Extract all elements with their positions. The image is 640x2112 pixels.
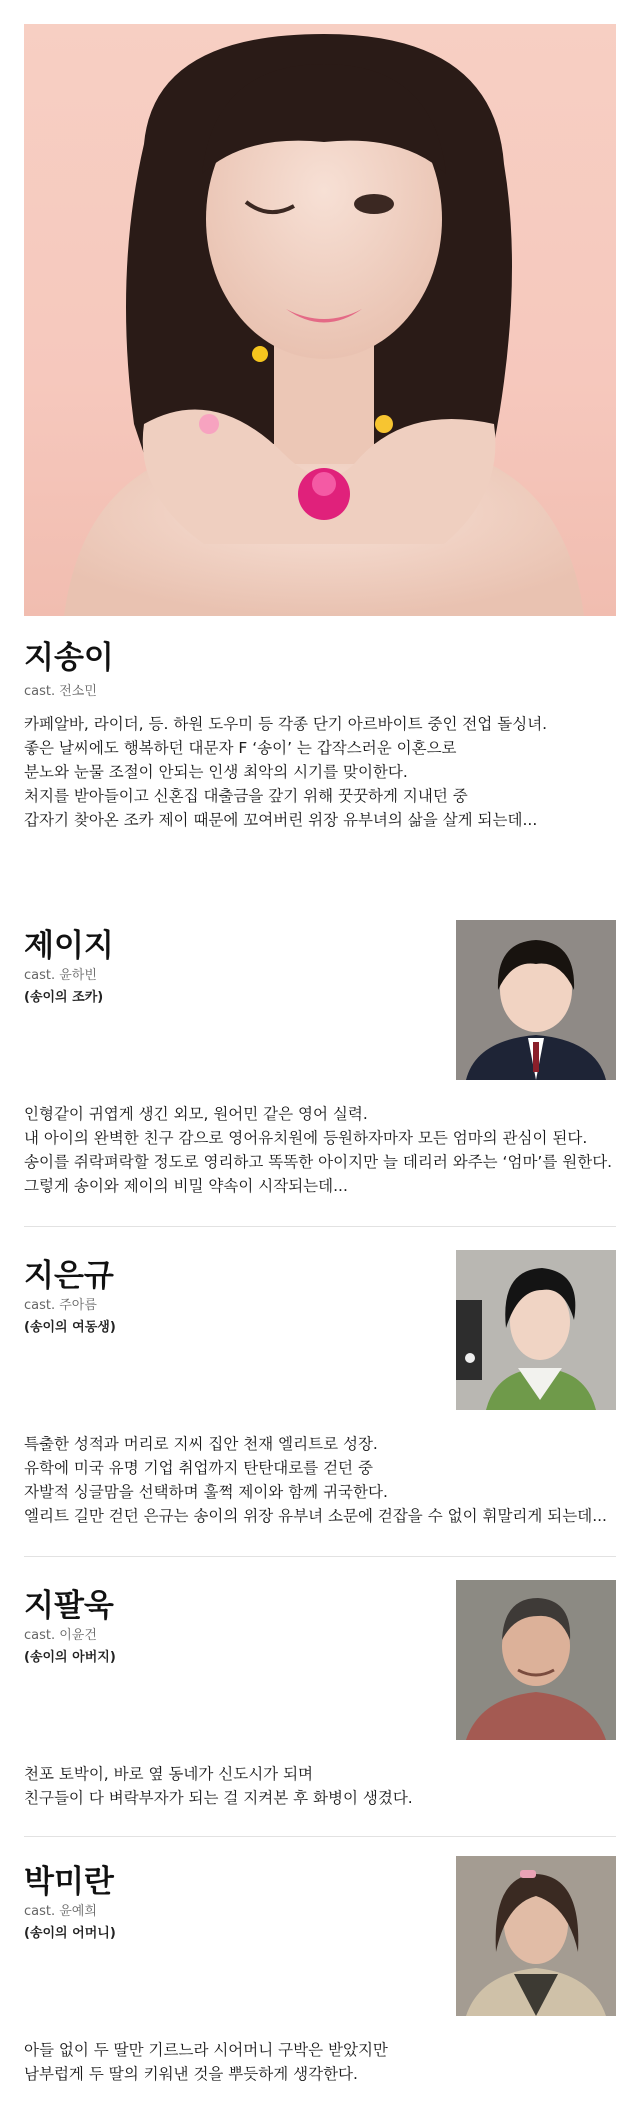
cast-credit: cast. 이윤건 (24, 1628, 97, 1643)
character-description (24, 1432, 616, 1528)
character-relation: (송이의 여동생) (24, 1320, 116, 1335)
character-photo (456, 1580, 616, 1740)
section-divider (24, 1836, 616, 1837)
hero-desc-line: 카페알바, 라이더, 등. 하원 도우미 등 각종 단기 아르바이트 중인 전업 돌싱녀. (24, 715, 548, 733)
cast-credit: cast. 윤예희 (24, 1904, 97, 1919)
character-photo (456, 920, 616, 1080)
character-description (24, 1762, 616, 1810)
hero-desc-line: 갑자기 찾아온 조카 제이 때문에 꼬여버린 위장 유부녀의 삶을 살게 되는데... (24, 811, 538, 829)
desc-line: 내 아이의 완벽한 친구 감으로 영어유치원에 등원하자마자 모든 엄마의 관심이 된다. (24, 1129, 588, 1147)
character-relation: (송이의 어머니) (24, 1926, 116, 1941)
hero-description (24, 712, 616, 832)
desc-line: 송이를 쥐락펴락할 정도로 영리하고 똑똑한 아이지만 늘 데리러 와주는 ‘엄마’를 원한다. (24, 1153, 613, 1171)
desc-line: 아들 없이 두 딸만 기르느라 시어머니 구박은 받았지만 (24, 2041, 388, 2059)
desc-line: 인형같이 귀엽게 생긴 외모, 원어민 같은 영어 실력. (24, 1105, 368, 1123)
hero-desc-line: 처지를 받아들이고 신혼집 대출금을 갚기 위해 꿋꿋하게 지내던 중 (24, 787, 468, 805)
character-card-jayji (24, 920, 616, 1220)
desc-line: 특출한 성적과 머리로 지씨 집안 천재 엘리트로 성장. (24, 1435, 378, 1453)
hero-desc-line: 좋은 날씨에도 행복하던 대문자 F ‘송이’ 는 갑작스러운 이혼으로 (24, 739, 457, 757)
cast-credit: cast. 윤하빈 (24, 968, 97, 983)
desc-line: 유학에 미국 유명 기업 취업까지 탄탄대로를 걷던 중 (24, 1459, 373, 1477)
character-relation: (송이의 조카) (24, 990, 104, 1005)
desc-line: 그렇게 송이와 제이의 비밀 약속이 시작되는데... (24, 1177, 348, 1195)
character-name: 지팔욱 (24, 1588, 114, 1624)
character-description (24, 2038, 616, 2086)
character-name: 제이지 (24, 928, 114, 964)
character-card-miran (24, 1856, 616, 2106)
hero-portrait-illustration (24, 24, 616, 616)
character-relation: (송이의 아버지) (24, 1650, 116, 1665)
character-card-palwook (24, 1580, 616, 1830)
cast-credit: cast. 주아름 (24, 1298, 97, 1313)
desc-line: 남부럽게 두 딸의 키워낸 것을 뿌듯하게 생각한다. (24, 2065, 358, 2083)
hero-photo (24, 24, 616, 616)
character-photo (456, 1250, 616, 1410)
desc-line: 자발적 싱글맘을 선택하며 훌쩍 제이와 함께 귀국한다. (24, 1483, 388, 1501)
character-name: 지은규 (24, 1258, 114, 1294)
hero-character-name: 지송이 (24, 640, 114, 676)
desc-line: 친구들이 다 벼락부자가 되는 걸 지켜본 후 화병이 생겼다. (24, 1789, 413, 1807)
character-description (24, 1102, 616, 1198)
character-name: 박미란 (24, 1864, 114, 1900)
section-divider (24, 1556, 616, 1557)
character-photo (456, 1856, 616, 2016)
hero-desc-line: 분노와 눈물 조절이 안되는 인생 최악의 시기를 맞이한다. (24, 763, 408, 781)
hero-cast-credit: cast. 전소민 (24, 684, 97, 699)
desc-line: 천포 토박이, 바로 옆 동네가 신도시가 되며 (24, 1765, 314, 1783)
desc-line: 엘리트 길만 걷던 은규는 송이의 위장 유부녀 소문에 걷잡을 수 없이 휘말리게 되는데... (24, 1507, 607, 1525)
section-divider (24, 1226, 616, 1227)
character-card-eungyu (24, 1250, 616, 1550)
